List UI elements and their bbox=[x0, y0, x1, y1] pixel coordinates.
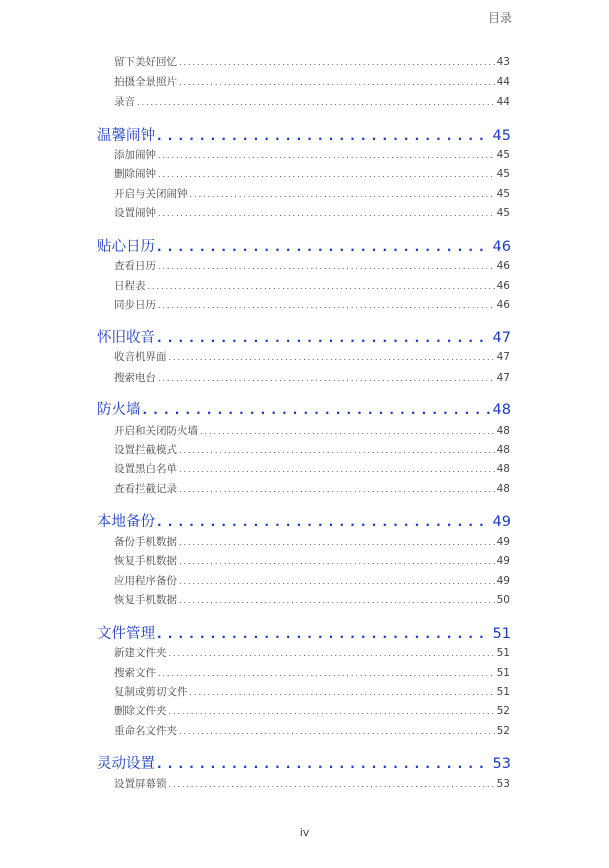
toc-entry-label: 拍摄全景照片 bbox=[114, 76, 177, 88]
dot-leader bbox=[157, 514, 491, 530]
toc-entry-label: 留下美好回忆 bbox=[114, 56, 177, 68]
toc-section-entry[interactable] bbox=[97, 326, 511, 347]
toc-entry-label: 新建文件夹 bbox=[114, 647, 167, 659]
toc-entry-page: 49 bbox=[496, 575, 510, 587]
toc-entry-page: 52 bbox=[496, 725, 510, 737]
toc-entry-page: 46 bbox=[496, 280, 510, 292]
toc-entry[interactable] bbox=[114, 573, 510, 588]
dot-leader bbox=[158, 149, 495, 161]
toc-entry-label: 搜索电台 bbox=[114, 372, 156, 384]
toc-entry-page: 45 bbox=[492, 128, 511, 144]
toc-entry-page: 53 bbox=[492, 756, 511, 772]
dot-leader bbox=[179, 56, 495, 68]
dot-leader bbox=[169, 351, 495, 363]
toc-section-entry[interactable] bbox=[97, 622, 511, 643]
toc-entry[interactable] bbox=[114, 665, 510, 680]
toc-entry-page: 50 bbox=[496, 594, 510, 606]
toc-entry-label: 贴心日历 bbox=[97, 239, 155, 255]
toc-entry[interactable] bbox=[114, 423, 510, 438]
toc-entry-page: 48 bbox=[496, 425, 510, 437]
toc-entry-label: 文件管理 bbox=[97, 626, 155, 642]
toc-entry[interactable] bbox=[114, 297, 510, 312]
toc-entry[interactable] bbox=[114, 258, 510, 273]
dot-leader bbox=[179, 483, 495, 495]
dot-leader bbox=[179, 594, 495, 606]
toc-entry-page: 49 bbox=[496, 536, 510, 548]
toc-section-entry[interactable] bbox=[97, 510, 511, 531]
dot-leader bbox=[157, 626, 491, 642]
toc-entry-label: 删除闹钟 bbox=[114, 168, 156, 180]
toc-entry-label: 设置黑白名单 bbox=[114, 463, 177, 475]
toc-entry[interactable] bbox=[114, 645, 510, 660]
toc-entry-label: 重命名文件夹 bbox=[114, 725, 177, 737]
dot-leader bbox=[158, 372, 495, 384]
dot-leader bbox=[158, 667, 495, 679]
dot-leader bbox=[190, 188, 495, 200]
toc-entry-label: 灵动设置 bbox=[97, 756, 155, 772]
toc-entry-label: 同步日历 bbox=[114, 299, 156, 311]
toc-entry[interactable] bbox=[114, 370, 510, 385]
toc-entry-label: 怀旧收音 bbox=[97, 330, 155, 346]
dot-leader bbox=[190, 686, 495, 698]
toc-entry-page: 47 bbox=[496, 351, 510, 363]
toc-entry-page: 49 bbox=[492, 514, 511, 530]
toc-entry-label: 删除文件夹 bbox=[114, 705, 167, 717]
toc-entry-label: 查看日历 bbox=[114, 260, 156, 272]
dot-leader bbox=[179, 575, 495, 587]
toc-entry[interactable] bbox=[114, 74, 510, 89]
dot-leader bbox=[179, 555, 495, 567]
toc-entry-label: 日程表 bbox=[114, 280, 146, 292]
toc-section-entry[interactable] bbox=[97, 124, 511, 145]
toc-entry-label: 搜索文件 bbox=[114, 667, 156, 679]
dot-leader bbox=[179, 76, 495, 88]
dot-leader bbox=[179, 444, 495, 456]
running-header: 目录 bbox=[487, 11, 512, 25]
toc-entry-page: 46 bbox=[496, 260, 510, 272]
dot-leader bbox=[157, 756, 491, 772]
toc-entry-label: 开启和关闭防火墙 bbox=[114, 425, 198, 437]
toc-entry-label: 恢复手机数据 bbox=[114, 555, 177, 567]
toc-entry-page: 51 bbox=[496, 667, 510, 679]
dot-leader bbox=[158, 207, 495, 219]
dot-leader bbox=[157, 128, 491, 144]
toc-entry[interactable] bbox=[114, 278, 510, 293]
toc-entry-label: 温馨闹钟 bbox=[97, 128, 155, 144]
dot-leader bbox=[157, 239, 491, 255]
toc-entry[interactable] bbox=[114, 166, 510, 181]
toc-entry[interactable] bbox=[114, 684, 510, 699]
toc-entry-label: 备份手机数据 bbox=[114, 536, 177, 548]
toc-entry-label: 设置屏幕锁 bbox=[114, 778, 167, 790]
toc-entry-page: 48 bbox=[496, 483, 510, 495]
toc-entry-page: 45 bbox=[496, 188, 510, 200]
toc-entry[interactable] bbox=[114, 205, 510, 220]
toc-entry-page: 51 bbox=[496, 647, 510, 659]
toc-entry-label: 查看拦截记录 bbox=[114, 483, 177, 495]
toc-entry[interactable] bbox=[114, 776, 510, 791]
dot-leader bbox=[179, 725, 495, 737]
toc-entry[interactable] bbox=[114, 481, 510, 496]
toc-entry-label: 开启与关闭闹钟 bbox=[114, 188, 188, 200]
dot-leader bbox=[179, 463, 495, 475]
toc-entry-page: 44 bbox=[496, 76, 510, 88]
dot-leader bbox=[169, 778, 495, 790]
dot-leader bbox=[143, 402, 491, 418]
toc-entry-page: 48 bbox=[496, 444, 510, 456]
toc-entry-label: 收音机界面 bbox=[114, 351, 167, 363]
dot-leader bbox=[179, 536, 495, 548]
toc-entry-page: 51 bbox=[496, 686, 510, 698]
toc-entry[interactable] bbox=[114, 723, 510, 738]
toc-entry[interactable] bbox=[114, 54, 510, 69]
toc-entry-page: 47 bbox=[496, 372, 510, 384]
toc-entry-page: 45 bbox=[496, 168, 510, 180]
dot-leader bbox=[169, 705, 495, 717]
dot-leader bbox=[157, 330, 491, 346]
toc-entry[interactable] bbox=[114, 553, 510, 568]
toc-entry[interactable] bbox=[114, 534, 510, 549]
toc-entry[interactable] bbox=[114, 592, 510, 607]
toc-entry[interactable] bbox=[114, 349, 510, 364]
toc-entry-page: 43 bbox=[496, 56, 510, 68]
toc-entry-label: 本地备份 bbox=[97, 514, 155, 530]
toc-entry-label: 防火墙 bbox=[97, 402, 141, 418]
page-number: iv bbox=[299, 826, 310, 839]
toc-entry-page: 53 bbox=[496, 778, 510, 790]
toc-entry[interactable] bbox=[114, 186, 510, 201]
toc-entry-page: 49 bbox=[496, 555, 510, 567]
toc-entry-label: 复制或剪切文件 bbox=[114, 686, 188, 698]
toc-entry-page: 44 bbox=[496, 96, 510, 108]
toc-section-entry[interactable] bbox=[97, 235, 511, 256]
toc-entry-label: 添加闹钟 bbox=[114, 149, 156, 161]
toc-entry-page: 48 bbox=[496, 463, 510, 475]
toc-section-entry[interactable] bbox=[97, 752, 511, 773]
toc-entry-page: 45 bbox=[496, 207, 510, 219]
toc-entry-page: 48 bbox=[492, 402, 511, 418]
toc-entry[interactable] bbox=[114, 442, 510, 457]
toc-entry-page: 46 bbox=[492, 239, 511, 255]
toc-entry-page: 46 bbox=[496, 299, 510, 311]
dot-leader bbox=[158, 168, 495, 180]
toc-entry[interactable] bbox=[114, 94, 510, 109]
toc-entry-label: 应用程序备份 bbox=[114, 575, 177, 587]
toc-entry[interactable] bbox=[114, 703, 510, 718]
toc-entry[interactable] bbox=[114, 147, 510, 162]
dot-leader bbox=[200, 425, 495, 437]
toc-entry-label: 设置拦截模式 bbox=[114, 444, 177, 456]
toc-section-entry[interactable] bbox=[97, 398, 511, 419]
dot-leader bbox=[137, 96, 495, 108]
dot-leader bbox=[158, 299, 495, 311]
toc-entry[interactable] bbox=[114, 461, 510, 476]
dot-leader bbox=[158, 260, 495, 272]
toc-entry-label: 录音 bbox=[114, 96, 135, 108]
toc-entry-label: 恢复手机数据 bbox=[114, 594, 177, 606]
toc-entry-page: 51 bbox=[492, 626, 511, 642]
toc-entry-page: 47 bbox=[492, 330, 511, 346]
dot-leader bbox=[169, 647, 495, 659]
toc-entry-page: 52 bbox=[496, 705, 510, 717]
toc-entry-label: 设置闹钟 bbox=[114, 207, 156, 219]
toc-entry-page: 45 bbox=[496, 149, 510, 161]
dot-leader bbox=[148, 280, 495, 292]
